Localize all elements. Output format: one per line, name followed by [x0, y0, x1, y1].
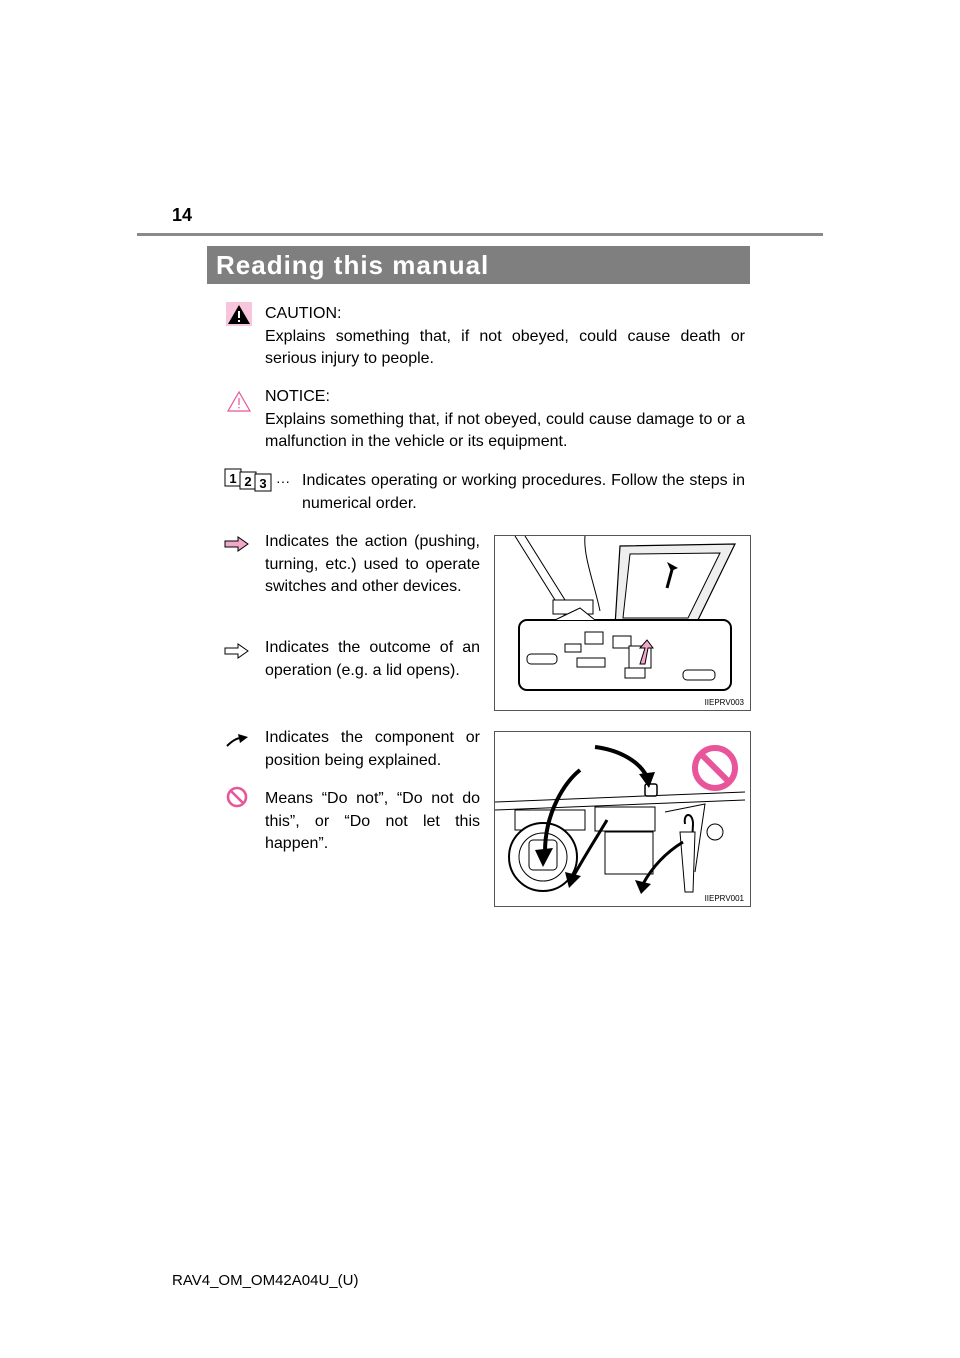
figure-dashboard: [494, 731, 751, 907]
outcome-text: Indicates the outcome of an operation (e.g. a lid opens).: [265, 639, 480, 679]
caution-text: Explains something that, if not obeyed, could cause death or serious injury to people.: [265, 327, 745, 367]
caution-block: [265, 303, 745, 371]
action-text: Indicates the action (pushing, turning, etc.) used to operate switches and other devices.: [265, 533, 480, 595]
footer-model-code: RAV4_OM_OM42A04U_(U): [172, 1272, 359, 1289]
warning-triangle-outline-icon: [226, 389, 252, 413]
step-number-3: 3: [259, 476, 267, 491]
section-title: Reading this manual: [207, 246, 750, 284]
prohibit-text: Means “Do not”, “Do not do this”, or “Do not let this happen”.: [265, 790, 480, 852]
steps-dots: ···: [276, 473, 290, 489]
step-numbers-icon: [224, 468, 274, 492]
outline-arrow-icon: [224, 643, 250, 659]
curved-arrow-icon: [224, 733, 250, 749]
figure-overhead-console: [494, 535, 751, 711]
overhead-console-illustration: [495, 536, 750, 710]
notice-block: [265, 386, 745, 454]
header-rule: [137, 233, 823, 236]
filled-arrow-icon: [224, 536, 250, 552]
step-number-2: 2: [244, 474, 252, 489]
step-number-1: 1: [229, 471, 237, 486]
dashboard-illustration: [495, 732, 750, 906]
figure-label: IIEPRV003: [704, 698, 744, 707]
prohibition-icon: [226, 786, 248, 808]
steps-text: Indicates operating or working procedures. Follow the steps in numerical order.: [302, 472, 745, 512]
figure-label: IIEPRV001: [704, 894, 744, 903]
component-text: Indicates the component or position being explained.: [265, 729, 480, 769]
notice-heading: NOTICE:: [265, 388, 330, 405]
caution-heading: CAUTION:: [265, 305, 342, 322]
page-number: 14: [172, 205, 193, 225]
warning-triangle-filled-icon: [226, 302, 252, 326]
notice-text: Explains something that, if not obeyed, could cause damage to or a malfunction in the vehicle or its equipment.: [265, 410, 745, 450]
